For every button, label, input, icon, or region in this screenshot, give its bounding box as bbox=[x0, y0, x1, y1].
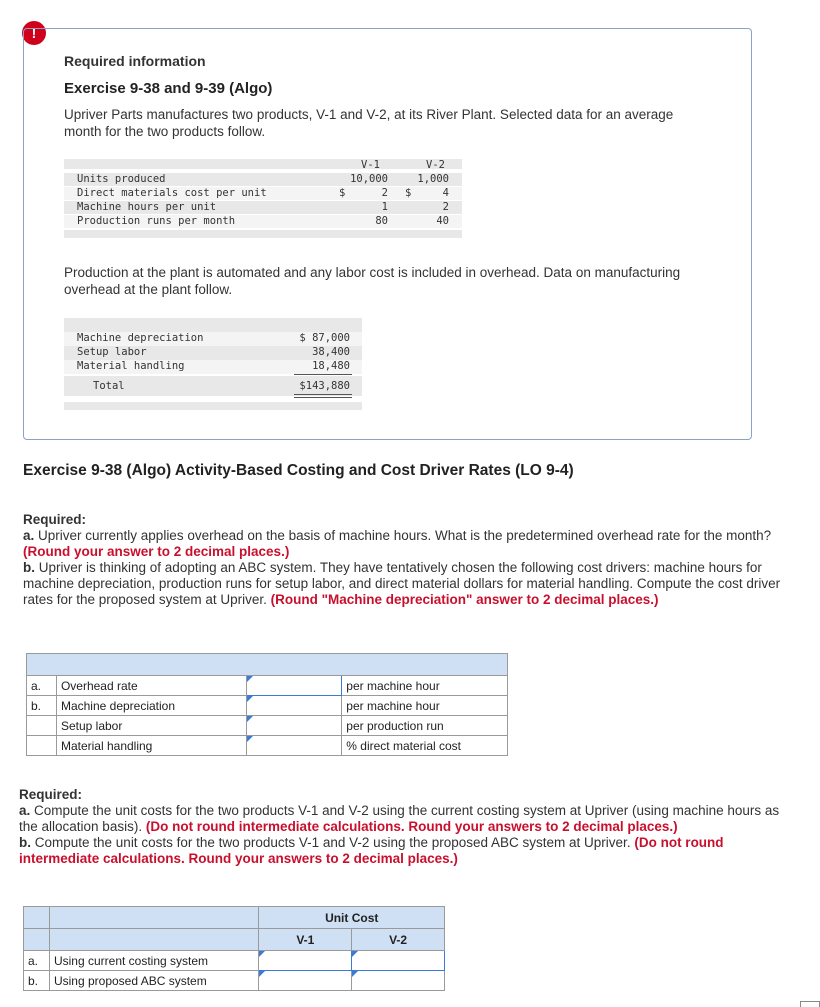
row-unit: per production run bbox=[342, 716, 508, 736]
total-value: $143,880 bbox=[299, 380, 350, 392]
abc-v2-cell bbox=[352, 971, 445, 991]
question-a bbox=[23, 528, 793, 560]
question-letter: a. bbox=[23, 528, 35, 543]
machine-depreciation-cell bbox=[246, 696, 342, 716]
current-v1-input[interactable] bbox=[259, 951, 351, 970]
cost-driver-rate-table bbox=[26, 653, 508, 756]
subtotal-rule bbox=[294, 374, 352, 375]
cell-value: 10,000 bbox=[350, 173, 388, 185]
header-cell bbox=[24, 907, 50, 929]
cell-value: 1 bbox=[381, 201, 388, 213]
intro-text: Upriver Parts manufactures two products, V-1 and V-2, at its River Plant. Selected data for an average month for the two products follow. bbox=[64, 107, 674, 139]
section-heading: Exercise 9-38 (Algo) Activity-Based Costing and Cost Driver Rates (LO 9-4) bbox=[23, 462, 574, 479]
header-cell bbox=[24, 929, 50, 951]
table-row bbox=[27, 676, 508, 696]
machine-depreciation-input[interactable] bbox=[247, 696, 342, 715]
input-marker-icon bbox=[259, 971, 265, 977]
row-letter bbox=[27, 716, 57, 736]
row-label: Using proposed ABC system bbox=[49, 971, 259, 991]
table-row bbox=[27, 736, 508, 756]
row-label: Machine depreciation bbox=[77, 332, 204, 344]
row-unit: % direct material cost bbox=[342, 736, 508, 756]
row-label: Using current costing system bbox=[49, 951, 259, 971]
current-v1-cell bbox=[259, 951, 352, 971]
col-header-v1: V-1 bbox=[361, 159, 380, 171]
cell-value: 4 bbox=[442, 187, 449, 199]
header-cell bbox=[27, 654, 508, 676]
col-header-v2: V-2 bbox=[426, 159, 445, 171]
cell-value: 38,400 bbox=[312, 346, 350, 358]
row-label: Material handling bbox=[56, 736, 246, 756]
col-header-v2: V-2 bbox=[352, 929, 445, 951]
cell-value: 1,000 bbox=[417, 173, 449, 185]
cell-value: 18,480 bbox=[312, 360, 350, 372]
product-table-header-bar bbox=[64, 159, 462, 169]
total-label: Total bbox=[93, 380, 125, 392]
current-v2-cell bbox=[352, 951, 445, 971]
header-cell bbox=[49, 907, 259, 929]
table-row bbox=[24, 971, 445, 991]
scroll-corner bbox=[800, 1001, 820, 1007]
input-marker-icon bbox=[247, 736, 253, 742]
row-letter: b. bbox=[24, 971, 50, 991]
question-text: Upriver currently applies overhead on the basis of machine hours. What is the predetermined overhead rate for the month? bbox=[34, 528, 772, 543]
overhead-table-footer-bar bbox=[64, 402, 362, 410]
cell-value: 40 bbox=[436, 215, 449, 227]
row-label: Setup labor bbox=[77, 346, 147, 358]
row-label: Setup labor bbox=[56, 716, 246, 736]
rounding-note: (Do not round intermediate calculations. Round your answers to 2 decimal places.) bbox=[19, 835, 724, 866]
question-text: Upriver is thinking of adopting an ABC system. They have tentatively chosen the following cost drivers: machine hours for machine depreciation, production runs for setup labor, and direct material dollars for material handling. Compute the cost driver rates for the proposed system at Upriver. bbox=[23, 560, 781, 607]
question-a bbox=[19, 803, 789, 835]
row-letter bbox=[27, 736, 57, 756]
row-unit: per machine hour bbox=[342, 696, 508, 716]
rounding-note: (Round your answer to 2 decimal places.) bbox=[23, 544, 290, 559]
abc-v1-cell bbox=[259, 971, 352, 991]
input-marker-icon bbox=[352, 951, 358, 957]
required-label: Required: bbox=[19, 787, 83, 802]
question-letter: b. bbox=[23, 560, 35, 575]
row-label: Machine hours per unit bbox=[77, 201, 217, 213]
required-part1 bbox=[23, 512, 793, 608]
setup-labor-input[interactable] bbox=[247, 716, 342, 735]
input-marker-icon bbox=[352, 971, 358, 977]
cell-value: $ 87,000 bbox=[299, 332, 350, 344]
required-label: Required: bbox=[23, 512, 87, 527]
question-b bbox=[23, 560, 793, 608]
overhead-rate-cell bbox=[246, 676, 342, 696]
overhead-table-header-bar bbox=[64, 318, 362, 332]
question-b bbox=[19, 835, 789, 867]
row-label: Material handling bbox=[77, 360, 185, 372]
row-label: Overhead rate bbox=[56, 676, 246, 696]
table-header-row bbox=[24, 907, 445, 929]
row-letter: a. bbox=[24, 951, 50, 971]
row-label: Direct materials cost per unit bbox=[77, 187, 267, 199]
currency-symbol: $ bbox=[339, 187, 346, 199]
table-row bbox=[27, 696, 508, 716]
setup-labor-cell bbox=[246, 716, 342, 736]
rounding-note: (Do not round intermediate calculations. Round your answers to 2 decimal places.) bbox=[145, 819, 678, 834]
material-handling-input[interactable] bbox=[247, 736, 342, 755]
cell-value: 2 bbox=[381, 187, 388, 199]
table-row bbox=[24, 951, 445, 971]
double-rule bbox=[294, 394, 352, 398]
currency-symbol: $ bbox=[405, 187, 412, 199]
cell-value: 2 bbox=[442, 201, 449, 213]
material-handling-cell bbox=[246, 736, 342, 756]
question-letter: a. bbox=[19, 803, 31, 818]
header-cell bbox=[49, 929, 259, 951]
required-information-title: Required information bbox=[64, 53, 206, 69]
question-text: Compute the unit costs for the two products V-1 and V-2 using the current costing system at Upriver (using machine hours as the allocation basis). bbox=[19, 803, 780, 834]
table-header-row bbox=[27, 654, 508, 676]
row-unit: per machine hour bbox=[342, 676, 508, 696]
overhead-rate-input[interactable] bbox=[247, 676, 342, 695]
input-marker-icon bbox=[247, 716, 253, 722]
exercise-title: Exercise 9-38 and 9-39 (Algo) bbox=[64, 80, 273, 97]
row-letter: b. bbox=[27, 696, 57, 716]
row-letter: a. bbox=[27, 676, 57, 696]
row-label: Units produced bbox=[77, 173, 166, 185]
row-label: Production runs per month bbox=[77, 215, 236, 227]
product-table-footer-bar bbox=[64, 230, 462, 238]
col-header-v1: V-1 bbox=[259, 929, 352, 951]
abc-v1-input[interactable] bbox=[259, 971, 351, 990]
table-subheader-row bbox=[24, 929, 445, 951]
row-label: Machine depreciation bbox=[56, 696, 246, 716]
unit-cost-header: Unit Cost bbox=[259, 907, 445, 929]
overhead-intro-text: Production at the plant is automated and any labor cost is included in overhead. Data on manufacturing overhead at the plant follow. bbox=[64, 265, 681, 297]
input-marker-icon bbox=[247, 696, 253, 702]
alert-icon: ! bbox=[22, 21, 46, 45]
question-letter: b. bbox=[19, 835, 31, 850]
abc-v2-input[interactable] bbox=[352, 971, 444, 990]
input-marker-icon bbox=[259, 951, 265, 957]
current-v2-input[interactable] bbox=[352, 951, 444, 970]
unit-cost-table bbox=[23, 906, 445, 991]
required-part2 bbox=[19, 787, 789, 867]
rounding-note: (Round "Machine depreciation" answer to 2 decimal places.) bbox=[270, 592, 659, 607]
input-marker-icon bbox=[247, 676, 253, 682]
question-text: Compute the unit costs for the two products V-1 and V-2 using the proposed ABC system at Upriver. bbox=[31, 835, 635, 850]
table-row bbox=[27, 716, 508, 736]
cell-value: 80 bbox=[375, 215, 388, 227]
